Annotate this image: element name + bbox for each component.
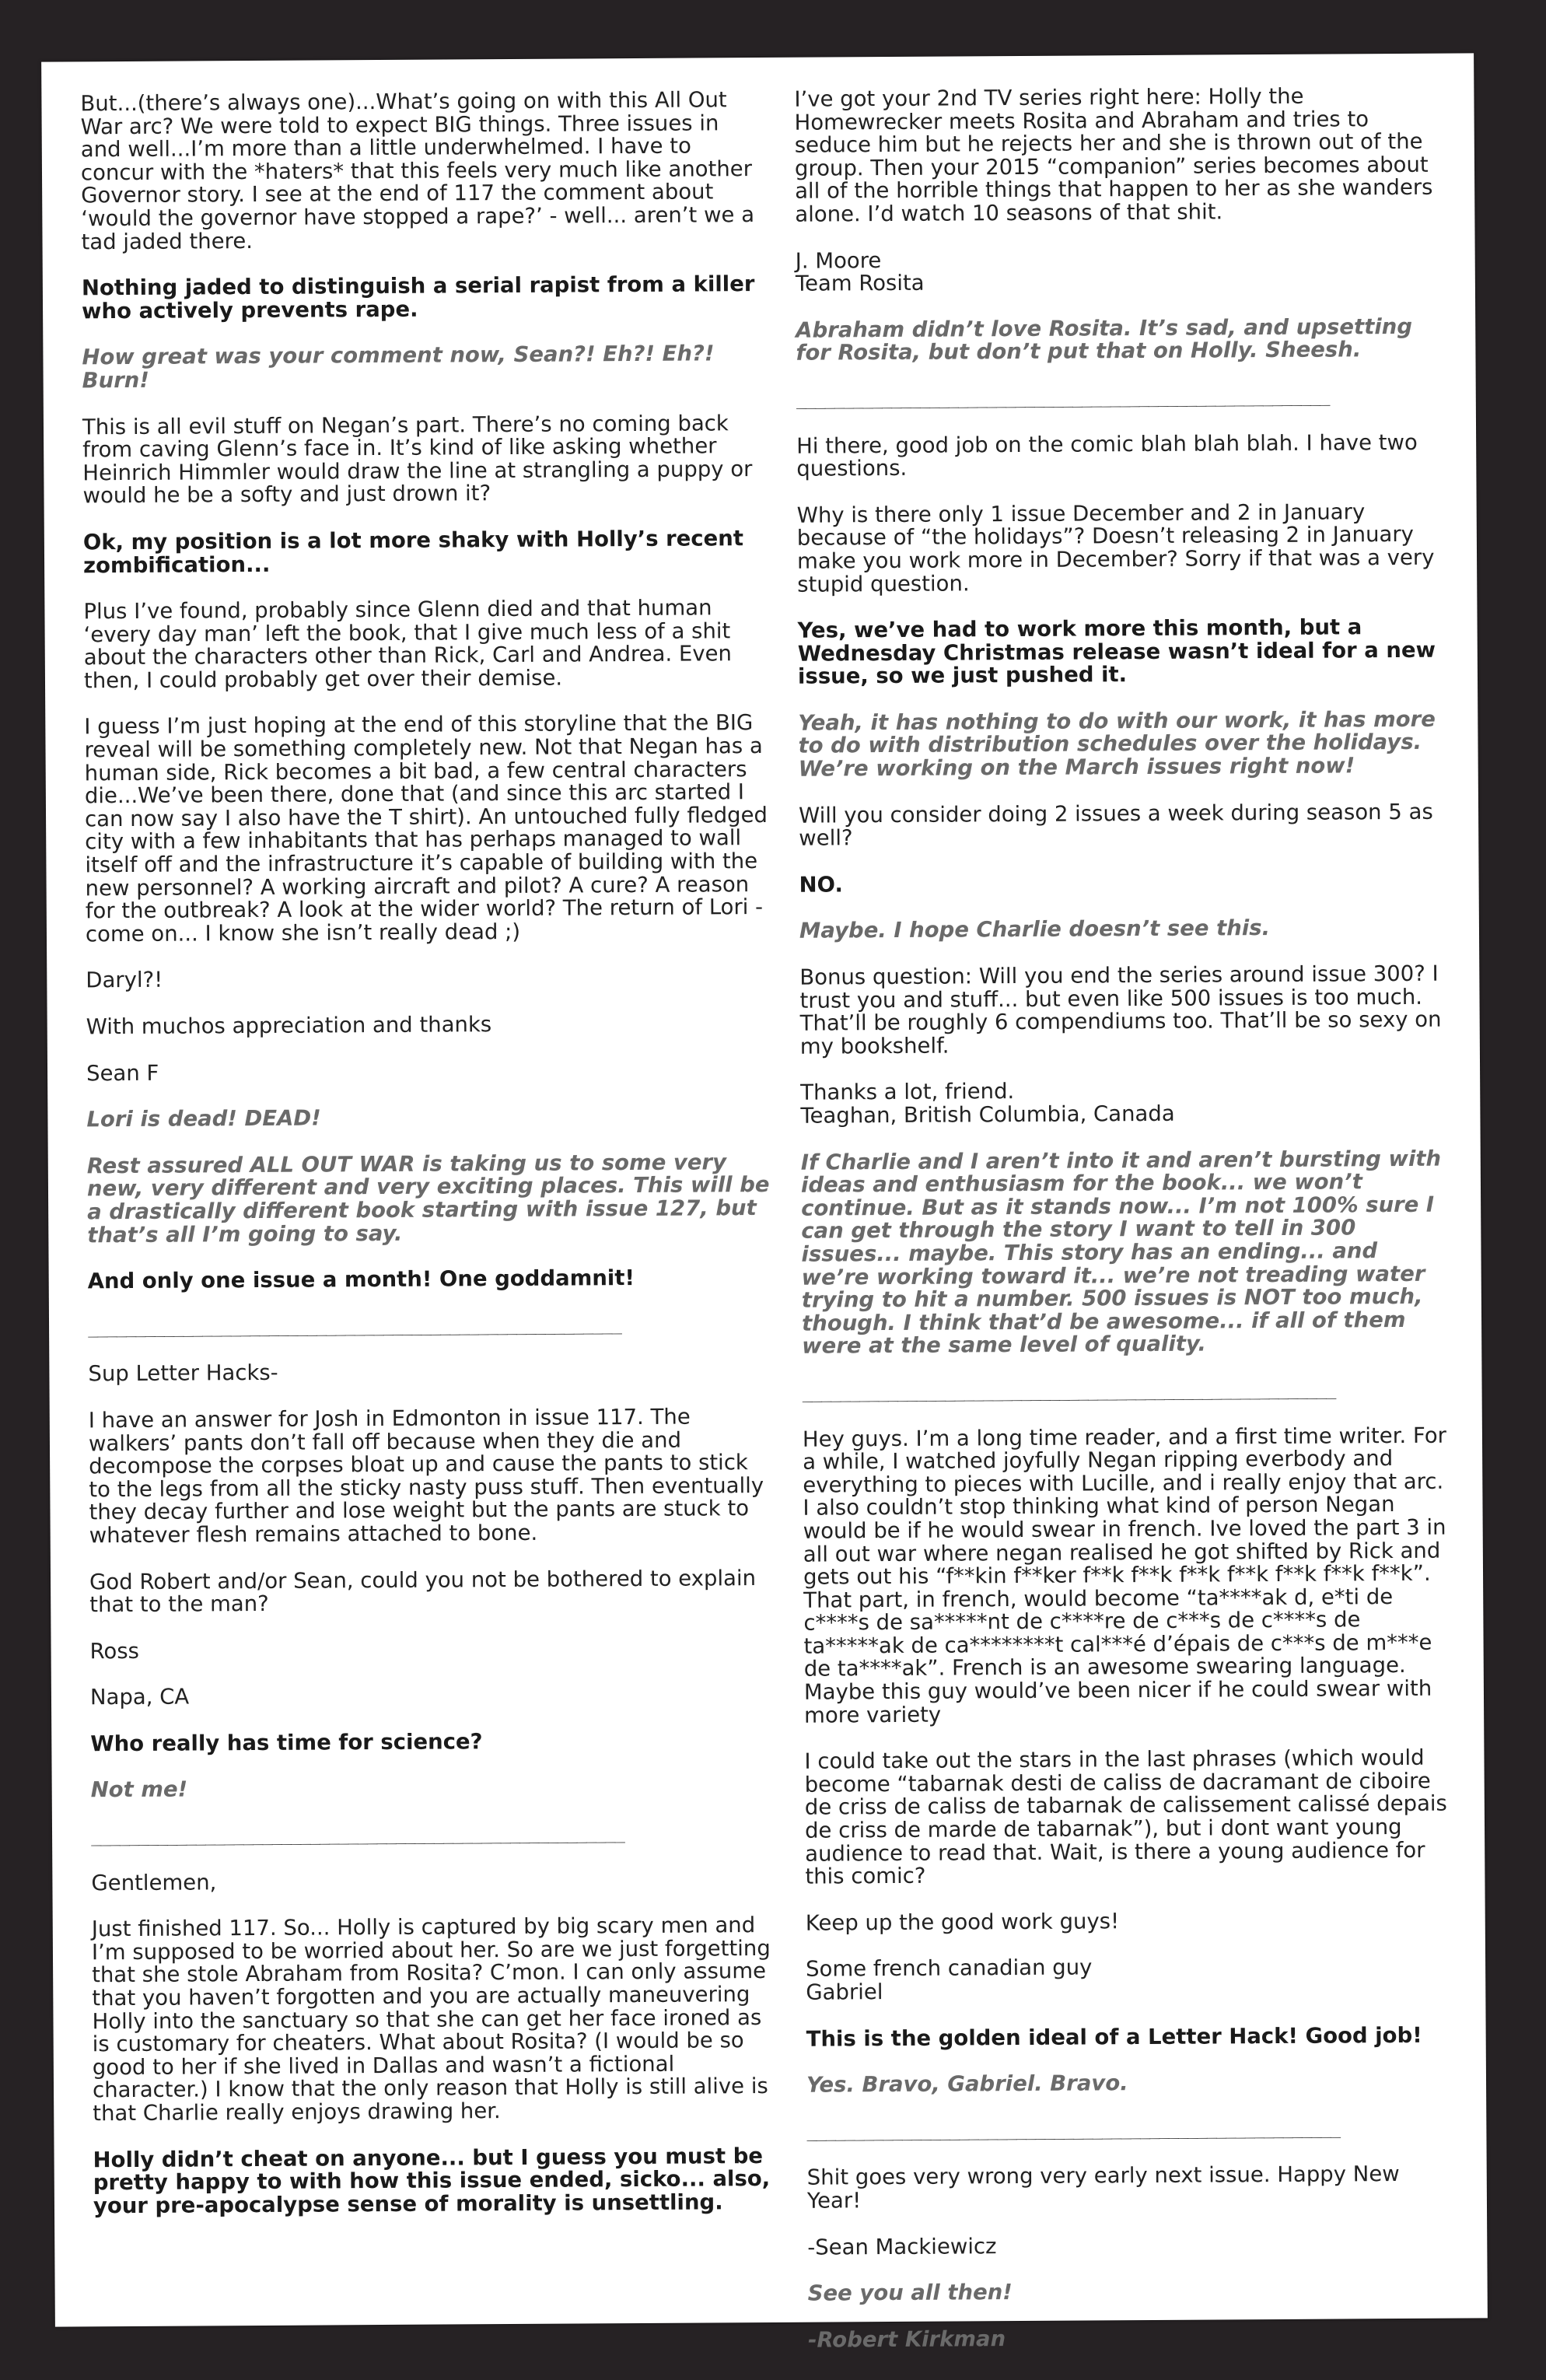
separator-line: ________________________________________________________ [796,387,1330,410]
separator-line: ________________________________________________________ [87,1314,621,1339]
letter-paragraph: Shit goes very wrong very early next issue. Happy New Year! [806,2161,1400,2214]
editor-reply-italic: Rest assured ALL OUT WAR is taking us to some very new, very different and very exciting places. This will be a drastically different book starting with issue 127, but that’s all I’m going to say. [86,1150,770,1248]
editor-reply-italic: Maybe. I hope Charlie doesn’t see this. [799,915,1271,944]
letter-paragraph: Hey guys. I’m a long time reader, and a first time writer. For a while, I watched joyfully Negan ripping everbody and everything to pieces with Lucille, and i really enjoy that arc. I also couldn’t stop thinking what kind of person Negan would be if he would swear in french. Ive loved the part 3 in all out war where negan realised he got shifted by Rick and gets out his “f**kin f**ker f**k f**k f**k f**k f**k f**k f**k”. That part, in french, would become “ta****ak d, e*ti de c****s de sa*****nt de c****re de c***s de c****s de ta*****ak de ca********t cal***é d’épais de c***s de m***e de ta****ak”. French is an awesome swearing language. Maybe this guy would’ve been nicer if he could swear with more variety [802,1423,1447,1728]
letter-paragraph: Just finished 117. So... Holly is captured by big scary men and I’m supposed to be worried about her. So are we just forgetting that she stole Abraham from Rosita? C’mon. I can only assume that you haven’t forgotten and you are actually maneuvering Holly into the sanctuary so that she can get her face ironed as is customary for cheaters. What about Rosita? (I would be so good to her if she lived in Dallas and wasn’t a fictional character.) I know that the only reason that Holly is still alive is that Charlie really enjoys drawing her. [91,1913,771,2126]
editor-reply-italic: Lori is dead! DEAD! [86,1105,321,1132]
letter-paragraph: I have an answer for Josh in Edmonton in issue 117. The walkers’ pants don’t fall off because when they die and decompose the corpses bloat up and cause the pants to stick to the legs from all the sticky nasty puss stuff. Then eventually they decay further and lose weight but the pants are stuck to whatever flesh remains attached to bone. [88,1404,764,1549]
letter-paragraph: Keep up the good work guys! [805,1909,1120,1936]
editor-reply-italic: Yes. Bravo, Gabriel. Bravo. [806,2070,1128,2098]
editor-reply-bold: Ok, my position is a lot more shaky with Holly’s recent zombification... [82,526,744,578]
letter-paragraph: Daryl?! [86,968,163,993]
editor-reply-italic: -Robert Kirkman [807,2326,1006,2353]
letter-paragraph: Sup Letter Hacks- [88,1360,278,1387]
editor-reply-bold: NO. [799,872,843,898]
letter-paragraph: I could take out the stars in the last phrases (which would become “tabarnak desti de caliss de dacramant de ciboire de criss de caliss de tabarnak de calissement calissé depais de criss de marde de tabarnak”), but i dont want young audience to read that. Wait, is there a young audience for this comic? [804,1745,1447,1889]
letter-paragraph: Some french canadian guy Gabriel [806,1955,1093,2005]
letter-paragraph: I guess I’m just hoping at the end of this storyline that the BIG reveal will be something completely new. Not that Negan has a human side, Rick becomes a bit bad, a few central characters die...We’ve been there, done that (and since this arc started I can now say I also have the T shirt). An untouched fully fledged city with a few inhabitants that has perhaps managed to wall itself off and the infrastructure it’s capable of building with the new personnel? A working aircraft and pilot? A cure? A reason for the outbreak? A look at the wider world? The return of Lori - come on... I know she isn’t really dead ;) [84,710,768,947]
letter-paragraph: J. Moore Team Rosita [795,247,925,296]
letter-paragraph: Gentlemen, [91,1869,217,1895]
editor-reply-bold: This is the golden ideal of a Letter Hack! Good job! [806,2022,1422,2052]
letter-paragraph: Hi there, good job on the comic blah blah blah. I have two questions. [796,429,1418,481]
editor-reply-italic: How great was your comment now, Sean?! Eh?! Eh?! Burn! [82,341,715,394]
editor-reply-italic: If Charlie and I aren’t into it and aren’t bursting with ideas and enthusiasm for the book... we won’t continue. But as it stands now... I’m not 100% sure I can get through the story I want to tell in 300 issues... maybe. This story has an ending... and we’re working toward it... we’re not treading water trying to hit a number. 500 issues is NOT too much, though. I think that’d be awesome... if all of them were at the same level of quality. [800,1146,1442,1360]
letter-paragraph: Sean F [86,1060,159,1086]
editor-reply-bold: Who really has time for science? [90,1729,483,1757]
letter-paragraph: Why is there only 1 issue December and 2 in January because of “the holidays”? Doesn’t releasing 2 in January make you work more in December? Sorry if that was a very stupid question. [796,499,1435,597]
letter-paragraph: God Robert and/or Sean, could you not be bothered to explain that to the man? [89,1565,757,1618]
editor-reply-bold: And only one issue a month! One goddamnit! [87,1265,635,1294]
letter-paragraph: I’ve got your 2nd TV series right here: Holly the Homewrecker meets Rosita and Abraham and tries to seduce him but he rejects her and she is thrown out of the group. Then your 2015 “companion” series becomes about all of the horrible things that happen to her as she wanders alone. I’d watch 10 seasons of that shit. [794,83,1433,227]
separator-line: ________________________________________________________ [806,2119,1341,2142]
editor-reply-italic: Not me! [90,1777,188,1803]
letter-paragraph: Napa, CA [89,1684,190,1710]
separator-line: ________________________________________________________ [90,1824,624,1847]
letter-paragraph: But...(there’s always one)...What’s going on with this All Out War arc? We were told to expect BIG things. Three issues in and well...I’m more than a little underwhelmed. I have to concur with the *haters* that this feels very much like another Governor story. I see at the end of 117 the comment about ‘would the governor have stopped a rape?’ - well... aren’t we a tad jaded there. [80,87,755,254]
letter-paragraph: -Sean Mackiewicz [807,2233,997,2260]
editor-reply-bold: Yes, we’ve had to work more this month, but a Wednesday Christmas release wasn’t ideal for a new issue, so we just pushed it. [797,614,1436,690]
right-column [794,85,1453,2375]
letter-paragraph: Ross [89,1638,140,1664]
letter-paragraph: Will you consider doing 2 issues a week during season 5 as well? [798,799,1433,851]
editor-reply-italic: Abraham didn’t love Rosita. It’s sad, and upsetting for Rosita, but don’t put that on Holly. Sheesh. [796,313,1413,366]
editor-reply-italic: Yeah, it has nothing to do with our work, it has more to do with distribution schedules over the holidays. We’re working on the March issues right now! [798,706,1436,782]
letters-page [41,53,1488,2353]
letter-paragraph: Thanks a lot, friend. Teaghan, British Columbia, Canada [800,1079,1175,1129]
left-column [80,89,778,2242]
separator-line: ________________________________________________________ [802,1380,1336,1403]
editor-reply-bold: Holly didn’t cheat on anyone... but I guess you must be pretty happy to with how this issue ended, sicko... also, your pre-apocalypse sense of morality is unsettling. [93,2143,771,2219]
editor-reply-italic: See you all then! [807,2280,1013,2306]
letter-paragraph: Plus I’ve found, probably since Glenn died and that human ‘every day man’ left the book, that I give much less of a shit about the characters other than Rick, Carl and Andrea. Even then, I could probably get over their demise. [83,595,732,694]
letter-paragraph: Bonus question: Will you end the series around issue 300? I trust you and stuff... but even like 500 issues is too much. That’ll be roughly 6 compendiums too. That’ll be so sexy on my bookshelf. [799,961,1442,1059]
letter-paragraph: This is all evil stuff on Negan’s part. There’s no coming back from caving Glenn’s face in. It’s kind of like asking whether Heinrich Himmler would draw the line at strangling a puppy or would he be a softy and just drown it? [82,410,753,509]
letter-paragraph: With muchos appreciation and thanks [86,1012,492,1040]
editor-reply-bold: Nothing jaded to distinguish a serial rapist from a killer who actively prevents rape. [81,271,755,324]
